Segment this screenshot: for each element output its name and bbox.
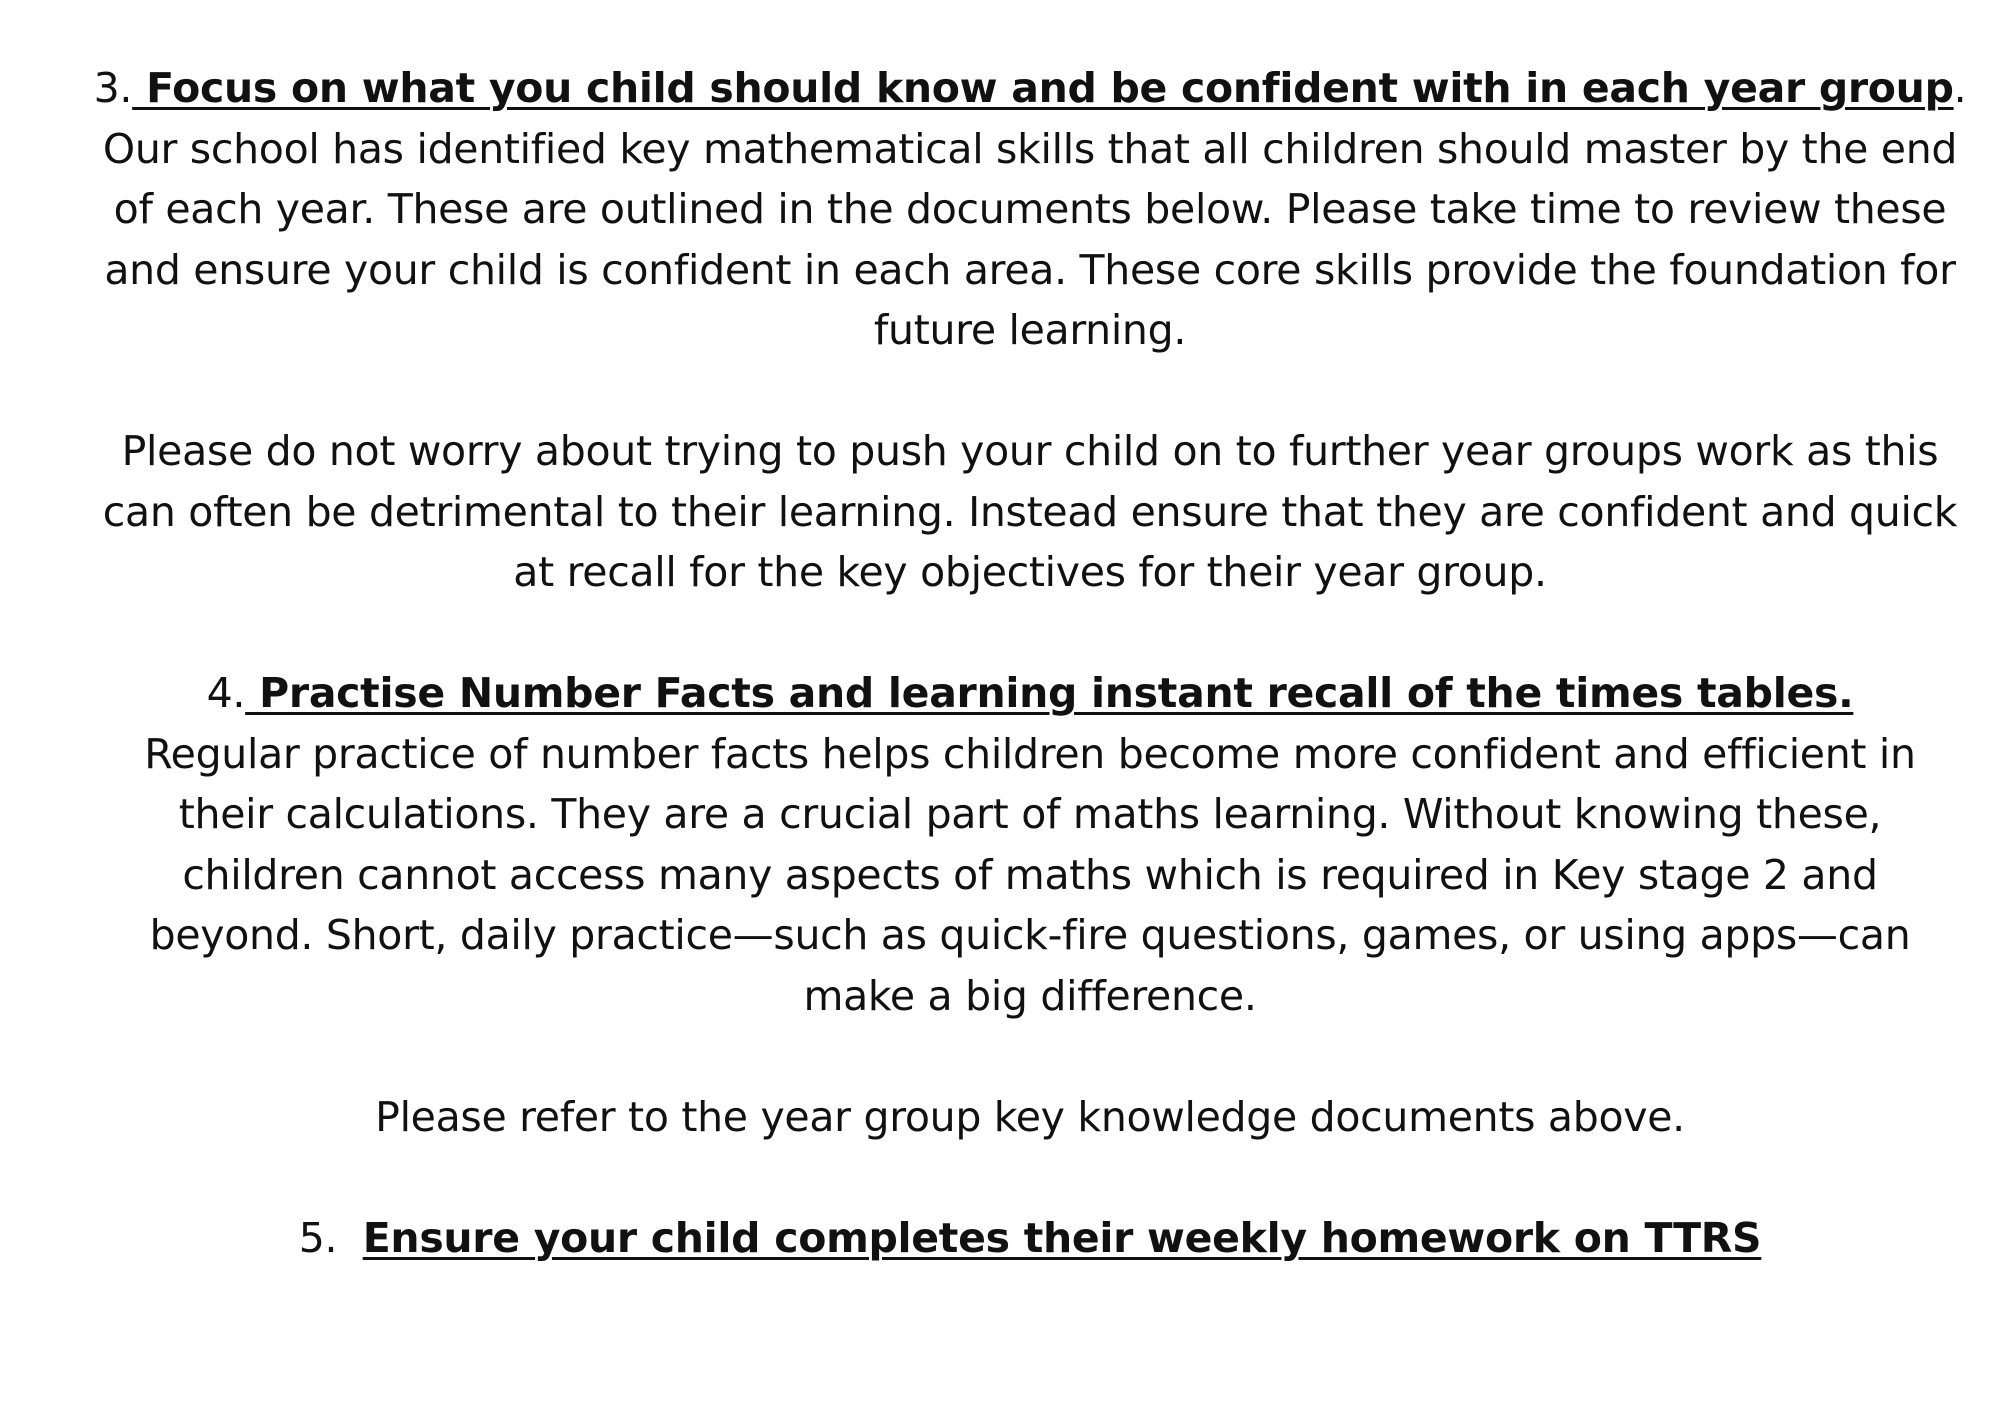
spacer bbox=[70, 1147, 1990, 1208]
section-3-para2-line: at recall for the key objectives for their year group. bbox=[513, 548, 1547, 596]
spacer bbox=[70, 1026, 1990, 1087]
section-3-heading-tail: . bbox=[1953, 64, 1967, 112]
section-3-heading-text: Focus on what you child should know and be confident with in each year group bbox=[132, 64, 1954, 112]
section-4-heading bbox=[70, 663, 1990, 724]
section-5-heading bbox=[70, 1208, 1990, 1269]
section-4-para1-line: Regular practice of number facts helps children become more confident and efficient in bbox=[144, 729, 1916, 778]
document-body bbox=[70, 58, 1990, 1268]
section-3-para1-line: of each year. These are outlined in the documents below. Please take time to review these bbox=[113, 185, 1947, 233]
spacer bbox=[70, 603, 1990, 664]
section-4-para1-line: make a big difference. bbox=[803, 971, 1257, 1020]
section-3-para1-line: and ensure your child is confident in each area. These core skills provide the foundation for bbox=[104, 245, 1956, 294]
section-3-number: 3. bbox=[93, 64, 133, 112]
section-3-para1-line: future learning. bbox=[873, 306, 1187, 354]
spacer bbox=[70, 361, 1990, 422]
section-4-para2-line: Please refer to the year group key knowledge documents above. bbox=[375, 1092, 1685, 1141]
section-5-heading-text: Ensure your child completes their weekly homework on TTRS bbox=[362, 1213, 1762, 1262]
section-3-heading bbox=[70, 58, 1990, 119]
section-4-number: 4. bbox=[206, 669, 246, 717]
section-4-para1-line: children cannot access many aspects of maths which is required in Key stage 2 and bbox=[182, 850, 1878, 899]
section-4-para1-line: beyond. Short, daily practice—such as quick-fire questions, games, or using apps—can bbox=[149, 911, 1911, 959]
section-3-para2-line: Please do not worry about trying to push your child on to further year groups work as this bbox=[121, 427, 1939, 475]
section-3-para2-line: can often be detrimental to their learning. Instead ensure that they are confident and quick bbox=[102, 487, 1958, 536]
section-4-heading-text: Practise Number Facts and learning instant recall of the times tables. bbox=[245, 669, 1854, 717]
section-5-number: 5. bbox=[298, 1213, 363, 1262]
section-3-para1-line: Our school has identified key mathematical skills that all children should master by the end bbox=[102, 124, 1958, 173]
section-4-para1-line: their calculations. They are a crucial part of maths learning. Without knowing these, bbox=[178, 790, 1882, 838]
